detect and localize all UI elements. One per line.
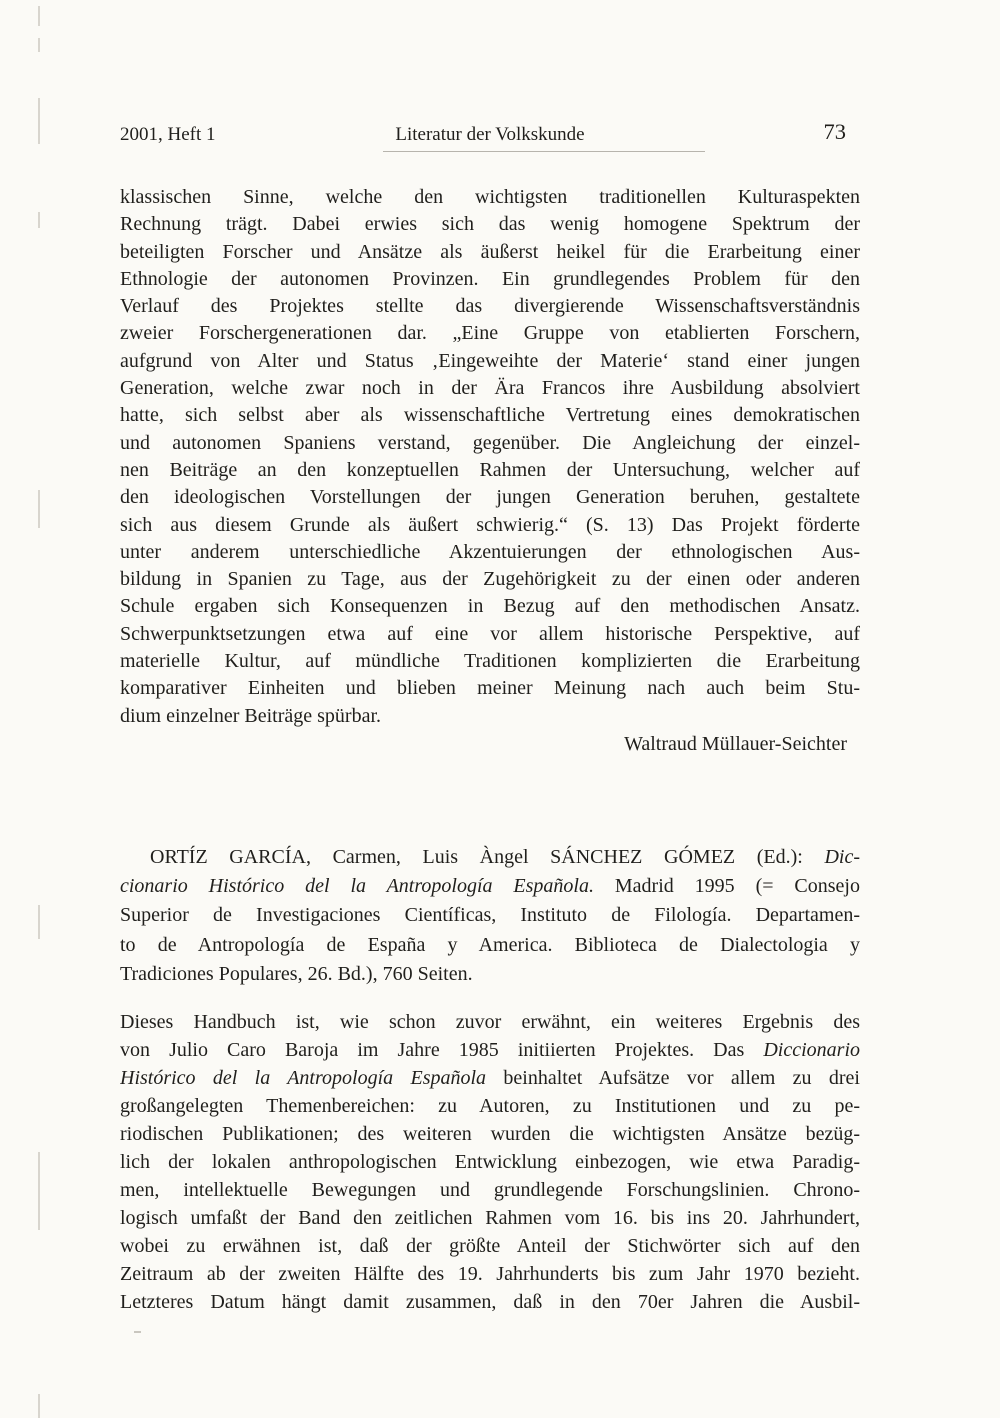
- text-line: wobei zu erwähnen ist, daß der größte Anteil der Stichwörter sich auf den: [120, 1235, 860, 1257]
- text-line: Histórico del la Antropología Española beinhaltet Aufsätze vor allem zu drei: [120, 1067, 860, 1089]
- text-line: Schule ergaben sich Konsequenzen in Bezug auf den methodischen Ansatz.: [120, 595, 860, 618]
- scan-artifact-mark: [38, 6, 40, 26]
- bibliographic-entry: [120, 843, 860, 989]
- text-line: cionario Histórico del la Antropología Española. Madrid 1995 (= Consejo: [120, 875, 860, 898]
- text-line: materielle Kultur, auf mündliche Traditionen komplizierten die Erarbeitung: [120, 650, 860, 673]
- text-line: Letzteres Datum hängt damit zusammen, daß in den 70er Jahren die Ausbil-: [120, 1291, 860, 1313]
- text-line: unter anderem unterschiedliche Akzentuierungen der ethnologischen Aus-: [120, 540, 860, 563]
- text-line: dium einzelner Beiträge spürbar.: [120, 704, 382, 727]
- scan-speck: [134, 1331, 141, 1333]
- text-line: komparativer Einheiten und blieben meiner Meinung nach auch beim Stu-: [120, 677, 860, 700]
- text-line: men, intellektuelle Bewegungen und grundlegende Forschungslinien. Chrono-: [120, 1179, 860, 1201]
- text-line: großangelegten Themenbereichen: zu Autoren, zu Institutionen und zu pe-: [120, 1095, 860, 1117]
- text-line: logisch umfaßt der Band den zeitlichen Rahmen vom 16. bis ins 20. Jahrhundert,: [120, 1207, 860, 1229]
- running-title: Literatur der Volkskunde: [395, 124, 585, 145]
- text-line: hatte, sich selbst aber als wissenschaftliche Vertretung eines demokratischen: [120, 404, 860, 427]
- page-header: [120, 119, 860, 158]
- text-line: Zeitraum ab der zweiten Hälfte des 19. Jahrhunderts bis zum Jahr 1970 bezieht.: [120, 1263, 860, 1285]
- text-line: to de Antropología de España y America. Biblioteca de Dialectologia y: [120, 933, 860, 956]
- text-line: bildung in Spanien zu Tage, aus der Zugehörigkeit zu der einen oder anderen: [120, 568, 860, 591]
- reviewer-signature: Waltraud Müllauer-Seichter: [624, 733, 847, 755]
- text-line: den ideologischen Vorstellungen der jungen Generation beruhen, gestaltete: [120, 486, 860, 509]
- text-line: Schwerpunktsetzungen etwa auf eine vor allem historische Perspektive, auf: [120, 622, 860, 645]
- text-line: Ethnologie der autonomen Provinzen. Ein grundlegendes Problem für den: [120, 267, 860, 290]
- text-line: riodischen Publikationen; des weiteren wurden die wichtigsten Ansätze bezüg-: [120, 1123, 860, 1145]
- text-line: von Julio Caro Baroja im Jahre 1985 initiierten Projektes. Das Diccionario: [120, 1039, 860, 1061]
- text-line: zweier Forschergenerationen dar. „Eine Gruppe von etablierten Forschern,: [120, 322, 860, 345]
- text-line: Tradiciones Populares, 26. Bd.), 760 Seiten.: [120, 962, 473, 985]
- text-line: Rechnung trägt. Dabei erwies sich das wenig homogene Spektrum der: [120, 213, 860, 236]
- scan-artifact-mark: [38, 38, 40, 52]
- journal-issue-label: 2001, Heft 1: [120, 124, 216, 145]
- review-body-paragraph: [120, 1008, 860, 1316]
- scan-artifact-mark: [38, 98, 40, 144]
- text-line: Dieses Handbuch ist, wie schon zuvor erwähnt, ein weiteres Ergebnis des: [120, 1011, 860, 1033]
- review-conclusion-paragraph: [120, 184, 860, 730]
- scan-artifact-mark: [38, 1152, 40, 1230]
- page-number: 73: [823, 119, 846, 144]
- scan-artifact-mark: [38, 212, 40, 228]
- text-line: nen Beiträge an den konzeptuellen Rahmen der Untersuchung, welcher auf: [120, 458, 860, 481]
- text-line: und autonomen Spaniens verstand, gegenüber. Die Angleichung der einzel-: [120, 431, 860, 454]
- scan-artifact-mark: [38, 490, 40, 528]
- text-line: sich aus diesem Grunde als äußert schwierig.“ (S. 13) Das Projekt förderte: [120, 513, 860, 536]
- text-line: lich der lokalen anthropologischen Entwicklung einbezogen, wie etwa Paradig-: [120, 1151, 860, 1173]
- text-line: Superior de Investigaciones Científicas, Instituto de Filología. Departamen-: [120, 904, 860, 927]
- text-line: beteiligten Forscher und Ansätze als äußerst heikel für die Erarbeitung einer: [120, 240, 860, 263]
- text-line: klassischen Sinne, welche den wichtigsten traditionellen Kulturaspekten: [120, 186, 860, 208]
- text-line: Verlauf des Projektes stellte das divergierende Wissenschaftsverständnis: [120, 295, 860, 318]
- scan-artifact-mark: [38, 1394, 40, 1418]
- scan-artifact-mark: [38, 905, 40, 939]
- text-line: ORTÍZ GARCÍA, Carmen, Luis Àngel SÁNCHEZ GÓMEZ (Ed.): Dic-: [150, 846, 860, 868]
- text-line: aufgrund von Alter und Status ‚Eingeweihte der Materie‘ stand einer jungen: [120, 349, 860, 372]
- header-rule: [383, 151, 705, 152]
- text-line: Generation, welche zwar noch in der Ära Francos ihre Ausbildung absolviert: [120, 377, 860, 400]
